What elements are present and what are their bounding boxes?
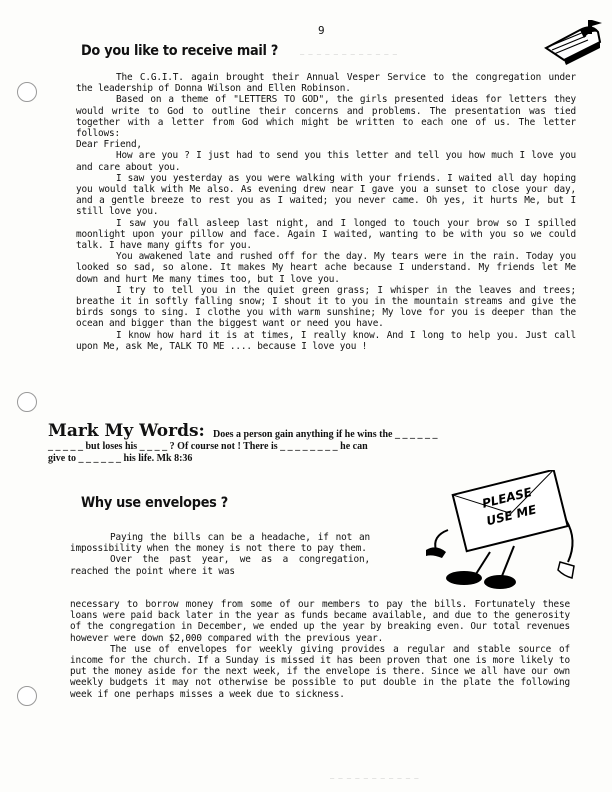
paragraph: I know how hard it is at times, I really know. And I long to help you. Just call upon Me, ask Me, TALK TO ME .... because I love you ! — [76, 329, 576, 352]
mark-my-words-line3: give to _ _ _ _ _ _ his life. Mk 8:36 — [48, 453, 193, 464]
paragraph: necessary to borrow money from some of our members to pay the bills. Fortunately these loans were paid back later in the year as funds became available, and due to the generosity of the congregation in December, we ended up the year by breaking even. Our total revenues however were down $2,000 compared with the previous year. — [70, 599, 570, 644]
section-title-mail: Do you like to receive mail ? — [81, 43, 279, 59]
mark-my-words-title: Mark My Words: — [48, 421, 205, 441]
bleed-through: — — — — — — — — — — — — — [300, 50, 397, 58]
section-title-envelopes: Why use envelopes ? — [81, 495, 228, 511]
paragraph: The C.G.I.T. again brought their Annual Vesper Service to the congregation under the leadership of Donna Wilson and Ellen Robinson. — [76, 72, 576, 95]
bleed-through: — — — — — — — — — — — — [330, 774, 419, 782]
paragraph: Based on a theme of "LETTERS TO GOD", the girls presented ideas for letters they would write to God to outline their concerns and problems. The presentation was tied together with a letter from God which might be written to each one of us. The letter follows: — [76, 94, 576, 140]
binder-hole-bottom — [17, 686, 37, 706]
letter-salutation: Dear Friend, — [76, 139, 142, 151]
paragraph: How are you ? I just had to send you this letter and tell you how much I love you and care about you. — [76, 150, 576, 173]
paragraph: I saw you yesterday as you were walking with your friends. I waited all day hoping you would talk with Me also. As evening drew near I gave you a sunset to close your day, and a gentle breeze to rest you as I waited; you never came. Oh yes, it hurts Me, but I still love you. — [76, 172, 576, 218]
mark-my-words-line2: _ _ _ _ _ but loses his _ _ _ _ ? Of course not ! There is _ _ _ _ _ _ _ _ he can — [48, 441, 368, 452]
sign-line2: USE ME — [485, 502, 538, 529]
envelopes-intro-column — [70, 532, 370, 577]
mark-my-words-line1: Does a person gain anything if he wins the _ _ _ _ _ _ — [213, 429, 438, 440]
paragraph: You awakened late and rushed off for the day. My tears were in the rain. Today you looked so sad, so alone. It makes My heart ache because I understand. My friends let Me down and hurt Me many times too, but I love you. — [76, 251, 576, 285]
sign-line1: PLEASE — [480, 484, 534, 511]
paragraph: The use of envelopes for weekly giving provides a regular and stable source of income for the church. If a Sunday is missed it has been proven that one is more likely to put the money aside for the next week, if the envelope is there. Since we all have our own weekly budgets it may not otherwise be possible to put double in the plate the following week if one perhaps misses a week due to sickness. — [70, 643, 570, 700]
paragraph: Paying the bills can be a headache, if not an impossibility when the money is not there to pay them. — [70, 532, 370, 555]
binder-hole-top — [17, 82, 37, 102]
mailbox-illustration — [540, 18, 606, 66]
paragraph: I try to tell you in the quiet green grass; I whisper in the leaves and trees; breathe it in softly falling snow; I shout it to you in the mountain streams and give the birds songs to sing. I clothe you with warm sunshine; My love for you is deeper than the ocean and bigger than the biggest want or need you have. — [76, 284, 576, 330]
paragraph: I saw you fall asleep last night, and I longed to touch your brow so I spilled moonlight upon your pillow and face. Again I waited, wanting to be with you so we could talk. I have many gifts for you. — [76, 217, 576, 252]
binder-hole-middle — [17, 392, 37, 412]
paragraph: Over the past year, we as a congregation, reached the point where it was — [70, 554, 370, 577]
envelopes-body — [70, 599, 570, 700]
envelope-mascot-illustration — [418, 470, 588, 592]
page-number: 9 — [318, 24, 325, 37]
section-body-mail — [76, 72, 576, 352]
